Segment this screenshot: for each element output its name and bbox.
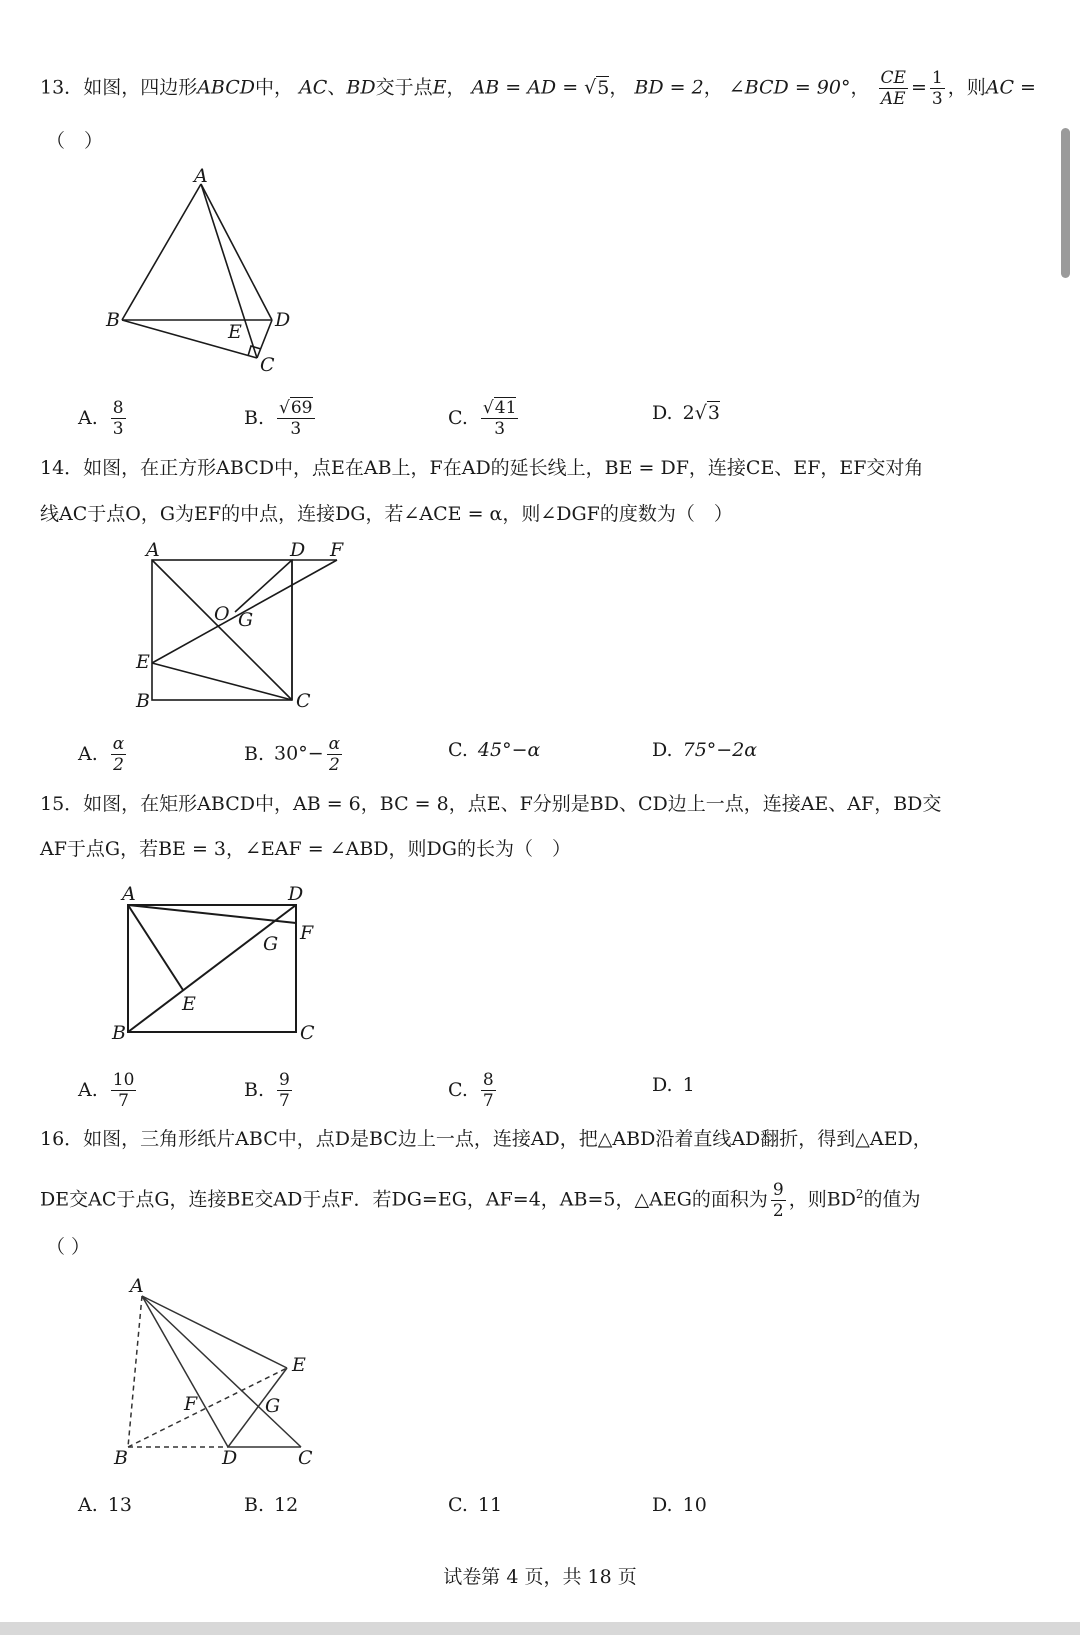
q14-label-E: E	[136, 651, 150, 673]
vertical-scrollbar[interactable]	[1061, 128, 1070, 278]
q15-option-a[interactable]: A. $\frac{10}{7}$	[78, 1070, 135, 1111]
q15-label-E: E	[182, 993, 196, 1015]
q13-label-D: D	[275, 309, 291, 331]
q16-option-b[interactable]: B. 12	[244, 1494, 299, 1516]
q14-option-a[interactable]: A. $\frac{\alpha}{2}$	[78, 734, 125, 775]
q15-label-G: G	[263, 933, 279, 955]
q13-label-C: C	[260, 354, 275, 376]
q16-label-B: B	[114, 1447, 128, 1469]
q14-option-b[interactable]: B. 30°− $\frac{\alpha}{2}$	[244, 734, 341, 775]
q16-label-G: G	[265, 1395, 281, 1417]
q13-option-b[interactable]: B. $\frac{√69}{3}$	[244, 398, 313, 439]
q15-figure	[110, 878, 340, 1048]
q14-label-O: O	[214, 603, 230, 625]
q16-label-E: E	[292, 1354, 306, 1376]
q15-stem-line1: 15．如图，在矩形ABCD中，AB = 6，BC = 8，点E、F分别是BD、CD边上一点，连接AE、AF，BD交	[40, 793, 942, 815]
q15-option-c[interactable]: C. $\frac{8}{7}$	[448, 1070, 494, 1111]
q16-label-F: F	[184, 1393, 198, 1415]
q14-label-A: A	[146, 539, 160, 561]
q15-label-F: F	[300, 922, 314, 944]
q16-label-A: A	[130, 1275, 144, 1297]
q13-answer-paren: （ ）	[46, 130, 104, 152]
q14-label-C: C	[296, 690, 311, 712]
q13-ratio-fraction: $\frac{CE}{AE}$	[880, 68, 906, 109]
q13-ratio-value: $\frac{1}{3}$	[931, 68, 943, 109]
q14-stem-line2: 线AC于点O，G为EF的中点，连接DG，若∠ACE = α，则∠DGF的度数为（ ）	[40, 503, 733, 525]
q15-label-C: C	[300, 1022, 315, 1044]
q16-stem-line1: 16．如图，三角形纸片ABC中，点D是BC边上一点，连接AD，把△ABD沿着直线AD翻折，得到△AED，	[40, 1128, 932, 1150]
q16-label-C: C	[298, 1447, 313, 1469]
q14-label-F: F	[330, 539, 344, 561]
q13-stem: 13．如图，四边形ABCD中， AC、BD交于点E， AB = AD = √5， BD = 2， ∠BCD = 90°， $\frac{CE}{AE}$ = $\frac{1}{3}$ ，则AC =	[40, 68, 1036, 109]
q16-option-a[interactable]: A. 13	[78, 1494, 132, 1516]
q16-figure	[110, 1270, 330, 1470]
q14-label-G: G	[238, 609, 254, 631]
q16-answer-paren: （ ）	[46, 1236, 91, 1258]
q14-option-d[interactable]: D. 75°−2α	[652, 739, 758, 761]
q16-stem-line2: DE交AC于点G，连接BE交AD于点F．若DG=EG，AF=4，AB=5，△AEG的面积为 $\frac{9}{2}$ ，则$BD^2$的值为	[40, 1180, 921, 1221]
q15-label-D: D	[288, 883, 304, 905]
q14-figure	[130, 540, 360, 720]
q13-label-B: B	[106, 309, 120, 331]
q15-option-d[interactable]: D. 1	[652, 1074, 695, 1096]
q14-label-B: B	[136, 690, 150, 712]
q15-option-b[interactable]: B. $\frac{9}{7}$	[244, 1070, 290, 1111]
q14-stem-line1: 14．如图，在正方形ABCD中，点E在AB上，F在AD的延长线上，BE = DF，连接CE、EF，EF交对角	[40, 457, 924, 479]
q16-option-c[interactable]: C. 11	[448, 1494, 503, 1516]
q15-label-B: B	[112, 1022, 126, 1044]
page-footer: 试卷第 4 页，共 18 页	[443, 1566, 637, 1588]
q14-option-c[interactable]: C. 45°−α	[448, 739, 541, 761]
q15-label-A: A	[122, 883, 136, 905]
bottom-bar	[0, 1622, 1080, 1635]
q16-area-fraction: $\frac{9}{2}$	[772, 1180, 784, 1221]
q13-option-d[interactable]: D. 2√3	[652, 402, 720, 424]
q13-option-c[interactable]: C. $\frac{√41}{3}$	[448, 398, 517, 439]
q14-label-D: D	[290, 539, 306, 561]
q13-label-E: E	[228, 321, 242, 343]
q13-option-a[interactable]: A. $\frac{8}{3}$	[78, 398, 124, 439]
q16-option-d[interactable]: D. 10	[652, 1494, 707, 1516]
q13-label-A: A	[194, 165, 208, 187]
q13-figure	[100, 165, 300, 376]
q15-stem-line2: AF于点G，若BE = 3，∠EAF = ∠ABD，则DG的长为（ ）	[40, 838, 571, 860]
q16-label-D: D	[222, 1447, 238, 1469]
